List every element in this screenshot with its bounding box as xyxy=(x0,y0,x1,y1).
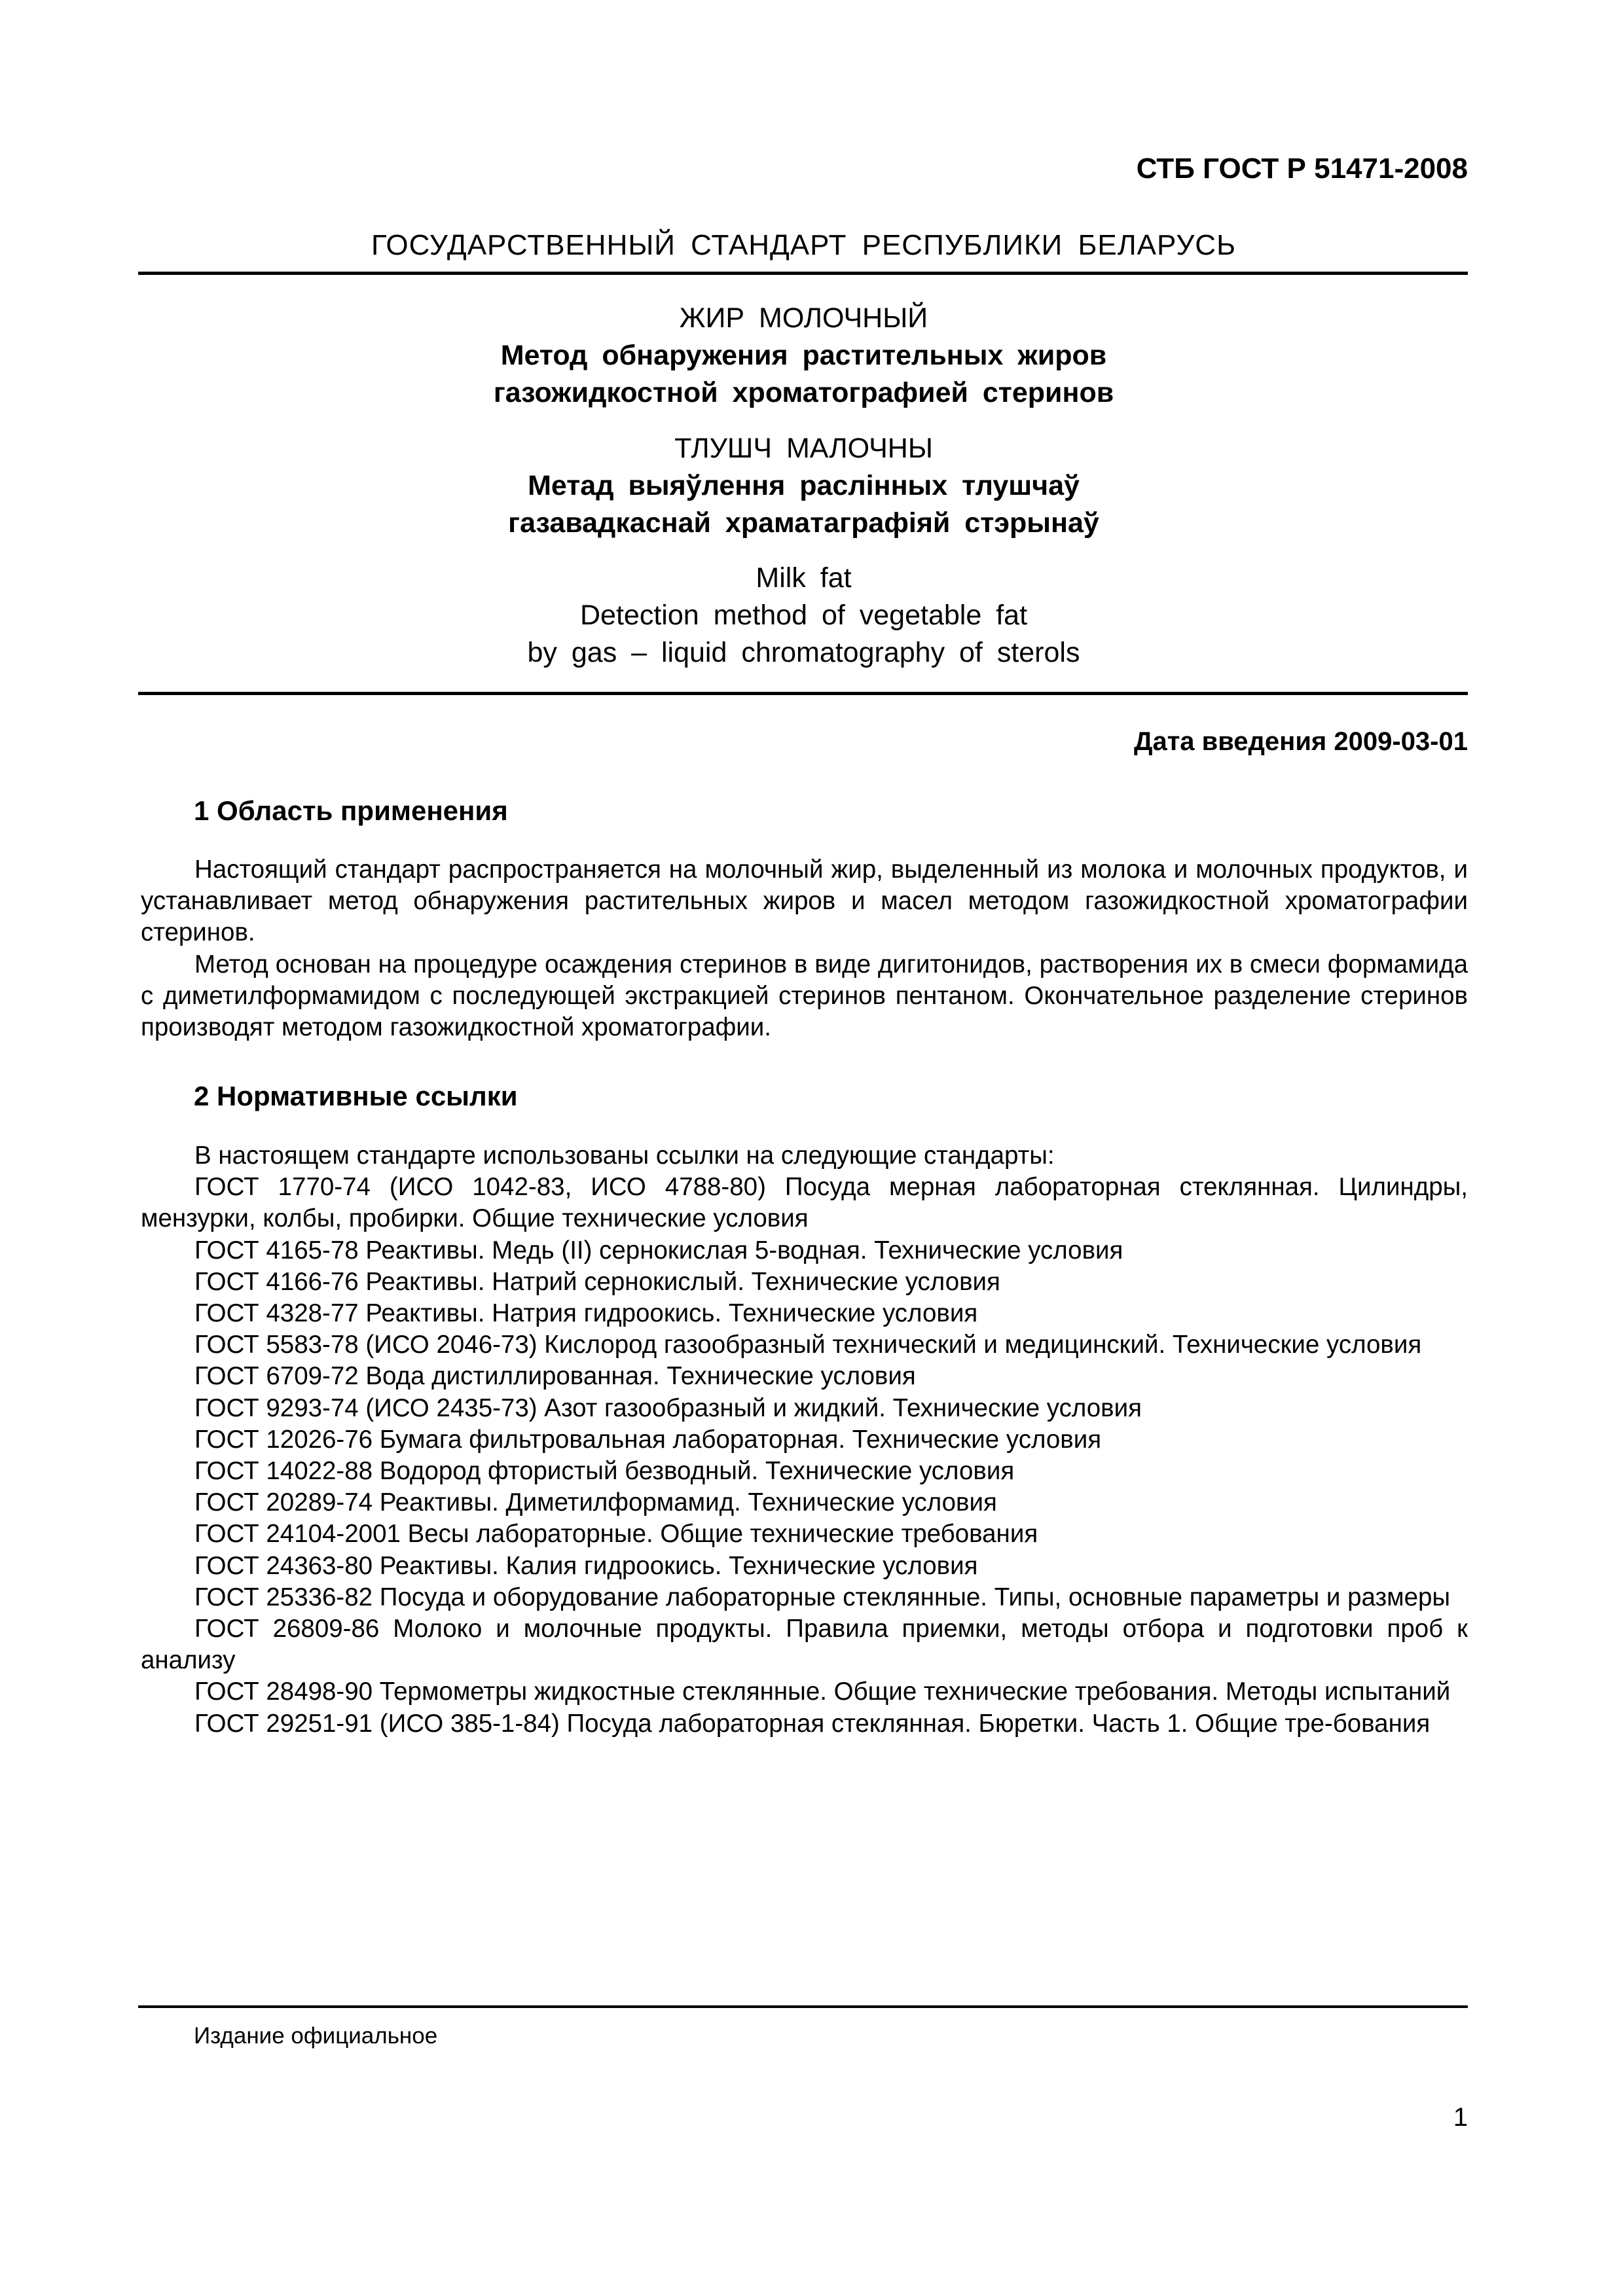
section-1-heading: 1 Область применения xyxy=(194,795,508,826)
page-number: 1 xyxy=(1453,2103,1468,2132)
title-ru-line-1: ЖИР МОЛОЧНЫЙ xyxy=(679,302,928,334)
title-belarusian xyxy=(139,430,1468,542)
reference-item: ГОСТ 4165-78 Реактивы. Медь (II) сернокислая 5-водная. Технические условия xyxy=(194,1236,1123,1265)
government-standard-title: ГОСУДАРСТВЕННЫЙ СТАНДАРТ РЕСПУБЛИКИ БЕЛАРУСЬ xyxy=(371,229,1236,261)
standard-number: СТБ ГОСТ Р 51471-2008 xyxy=(1136,152,1468,185)
reference-item: ГОСТ 29251-91 (ИСО 385-1-84) Посуда лабораторная стеклянная. Бюретки. Часть 1. Общие тре-бования xyxy=(194,1709,1431,1738)
reference-item: ГОСТ 14022-88 Водород фтористый безводный. Технические условия xyxy=(194,1457,1015,1486)
reference-item: ГОСТ 1770-74 (ИСО 1042-83, ИСО 4788-80) Посуда мерная лабораторная стеклянная. Цилиндры, мензурки, колбы, пробирки. Общие технические условия xyxy=(141,1173,1468,1233)
title-ru-line-2: Метод обнаружения растительных жиров xyxy=(500,340,1107,371)
title-by-line-3: газавадкаснай храматаграфіяй стэрынаў xyxy=(508,507,1099,539)
title-english xyxy=(139,560,1468,672)
title-en-line-2: Detection method of vegetable fat xyxy=(579,600,1028,631)
reference-item: ГОСТ 5583-78 (ИСО 2046-73) Кислород газообразный технический и медицинский. Технические условия xyxy=(194,1331,1422,1359)
section-2-body xyxy=(141,1140,1468,1740)
title-by-line-2: Метад выяўлення раслінных тлушчаў xyxy=(528,470,1080,501)
reference-item: ГОСТ 6709-72 Вода дистиллированная. Технические условия xyxy=(194,1362,916,1391)
footer-rule xyxy=(138,2005,1468,2008)
reference-item: ГОСТ 4328-77 Реактивы. Натрия гидроокись. Технические условия xyxy=(194,1299,978,1328)
reference-item: ГОСТ 4166-76 Реактивы. Натрий сернокислый. Технические условия xyxy=(194,1267,1000,1296)
section-2-heading: 2 Нормативные ссылки xyxy=(194,1081,518,1111)
title-ru-line-3: газожидкостной хроматографией стеринов xyxy=(493,377,1114,408)
title-rule xyxy=(138,692,1468,695)
title-by-line-1: ТЛУШЧ МАЛОЧНЫ xyxy=(674,433,933,464)
reference-item: ГОСТ 24363-80 Реактивы. Калия гидроокись. Технические условия xyxy=(194,1551,978,1580)
section-1-body xyxy=(141,854,1468,1043)
title-en-line-1: Milk fat xyxy=(756,562,852,594)
title-russian xyxy=(139,300,1468,412)
reference-item: ГОСТ 12026-76 Бумага фильтровальная лабораторная. Технические условия xyxy=(194,1425,1102,1454)
header-rule xyxy=(138,272,1468,275)
reference-item: ГОСТ 9293-74 (ИСО 2435-73) Азот газообразный и жидкий. Технические условия xyxy=(194,1393,1142,1422)
title-en-line-3: by gas – liquid chromatography of sterols xyxy=(527,637,1080,668)
reference-item: ГОСТ 25336-82 Посуда и оборудование лабораторные стеклянные. Типы, основные параметры и размеры xyxy=(194,1583,1451,1611)
references-intro: В настоящем стандарте использованы ссылки на следующие стандарты: xyxy=(194,1141,1055,1170)
reference-item: ГОСТ 26809-86 Молоко и молочные продукты. Правила приемки, методы отбора и подготовки проб к анализу xyxy=(141,1615,1468,1675)
reference-item: ГОСТ 20289-74 Реактивы. Диметилформамид. Технические условия xyxy=(194,1488,997,1517)
reference-item: ГОСТ 28498-90 Термометры жидкостные стеклянные. Общие технические требования. Методы испытаний xyxy=(194,1677,1451,1706)
section-1-paragraph: Настоящий стандарт распространяется на молочный жир, выделенный из молока и молочных продуктов, и устанавливает метод обнаружения растительных жиров и масел методом газожидкостной хроматографии стеринов. xyxy=(141,855,1468,947)
reference-item: ГОСТ 24104-2001 Весы лабораторные. Общие технические требования xyxy=(194,1520,1038,1549)
introduction-date: Дата введения 2009-03-01 xyxy=(1133,727,1468,756)
edition-note: Издание официальное xyxy=(194,2023,438,2049)
section-1-paragraph: Метод основан на процедуре осаждения стеринов в виде дигитонидов, растворения их в смеси формамида с диметилформамидом с последующей экстракцией стеринов пентаном. Окончательное разделение стеринов производят методом газожидкостной хроматографии. xyxy=(141,950,1468,1042)
